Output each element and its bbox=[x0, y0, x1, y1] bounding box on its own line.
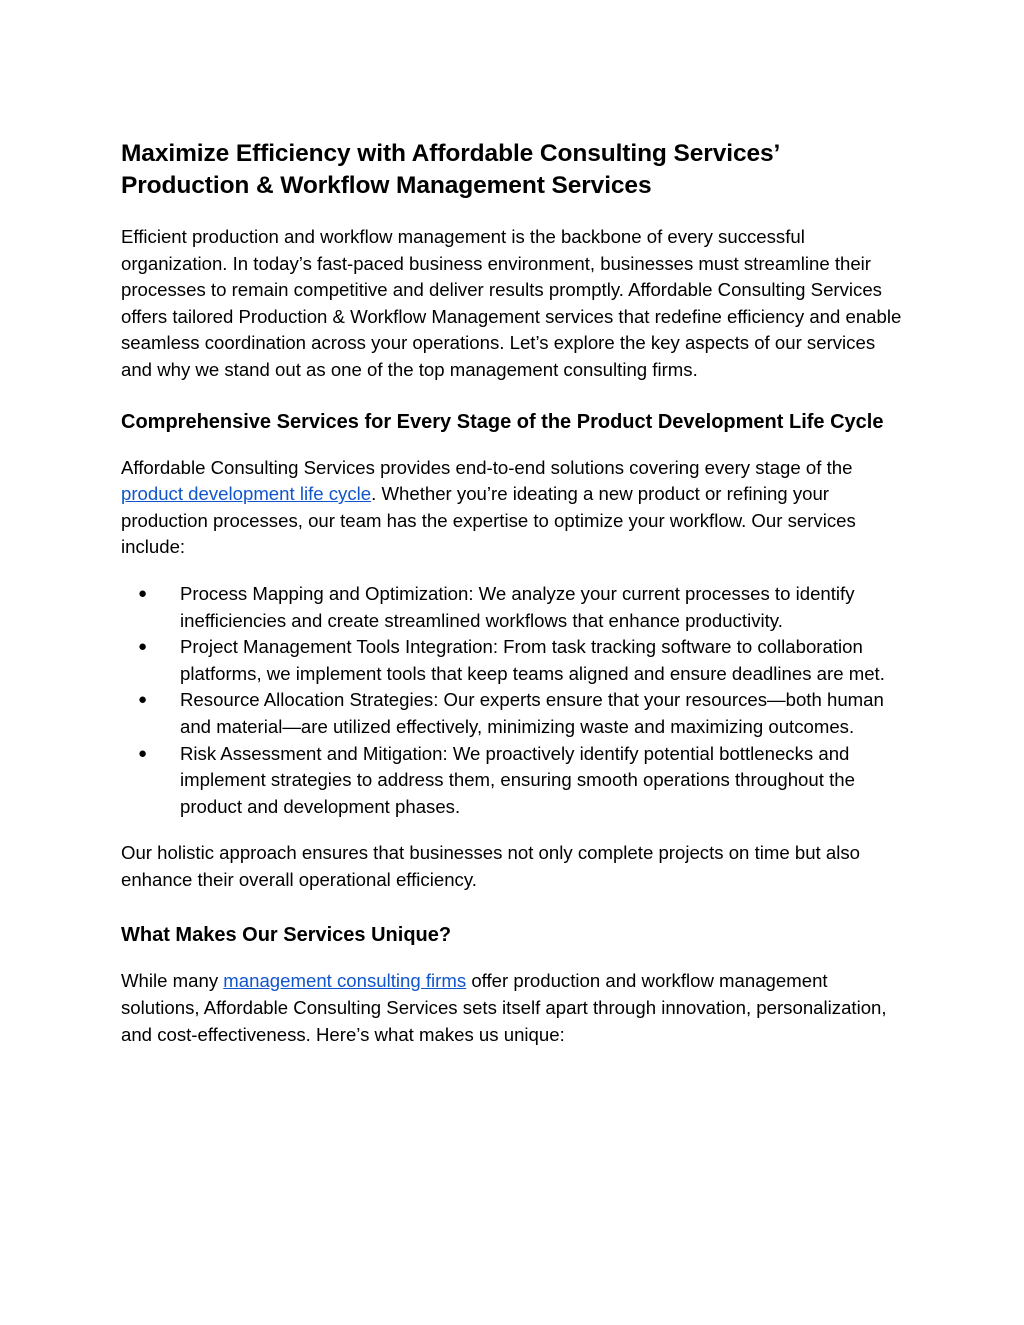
unique-paragraph-text-before: While many bbox=[121, 970, 224, 992]
list-item-text: Risk Assessment and Mitigation: We proactively identify potential bottlenecks and implement strategies to address them, ensuring smooth operations throughout the product and development phases. bbox=[180, 742, 855, 817]
services-paragraph-text-before: Affordable Consulting Services provides end-to-end solutions covering every stage of the bbox=[121, 456, 853, 478]
unique-paragraph-text-after: offer production and workflow management solutions, Affordable Consulting Services sets itself apart through innovation, personalization, and cost-effectiveness. Here’s what makes us unique: bbox=[121, 970, 887, 1045]
bullet-icon: ● bbox=[138, 691, 148, 709]
closing-paragraph: Our holistic approach ensures that businesses not only complete projects on time but also enhance their overall operational efficiency. bbox=[121, 842, 860, 890]
bullet-icon: ● bbox=[138, 744, 148, 762]
product-development-life-cycle-link[interactable]: product development life cycle bbox=[121, 483, 372, 505]
document-title: Maximize Efficiency with Affordable Consulting Services’ Production & Workflow Management Services bbox=[121, 140, 779, 199]
list-item-text: Project Management Tools Integration: From task tracking software to collaboration platforms, we implement tools that keep teams aligned and ensure deadlines are met. bbox=[180, 636, 885, 684]
bullet-icon: ● bbox=[138, 584, 148, 602]
unique-paragraph bbox=[121, 968, 906, 1048]
list-item bbox=[138, 634, 906, 687]
services-paragraph-text-after: . Whether you’re ideating a new product or refining your production processes, our team has the expertise to optimize your workflow. Our services include: bbox=[121, 483, 856, 558]
services-list bbox=[121, 581, 906, 820]
section-heading-unique: What Makes Our Services Unique? bbox=[121, 924, 452, 947]
intro-paragraph: Efficient production and workflow management is the backbone of every successful organization. In today’s fast-paced business environment, businesses must streamline their processes to remain competitive and deliver results promptly. Affordable Consulting Services offers tailored Production & Workflow Management services that redefine efficiency and enable seamless coordination across your operations. Let’s explore the key aspects of our services and why we stand out as one of the top management consulting firms. bbox=[121, 226, 902, 380]
list-item bbox=[138, 687, 906, 740]
section-heading-services: Comprehensive Services for Every Stage of the Product Development Life Cycle bbox=[121, 410, 884, 433]
list-item bbox=[138, 581, 906, 634]
management-consulting-firms-link[interactable]: management consulting firms bbox=[223, 970, 467, 992]
services-paragraph bbox=[121, 455, 906, 561]
list-item bbox=[138, 741, 906, 821]
list-item-text: Resource Allocation Strategies: Our experts ensure that your resources—both human and material—are utilized effectively, minimizing waste and maximizing outcomes. bbox=[180, 689, 884, 737]
list-item-text: Process Mapping and Optimization: We analyze your current processes to identify inefficiencies and create streamlined workflows that enhance productivity. bbox=[180, 582, 855, 631]
bullet-icon: ● bbox=[138, 638, 148, 656]
